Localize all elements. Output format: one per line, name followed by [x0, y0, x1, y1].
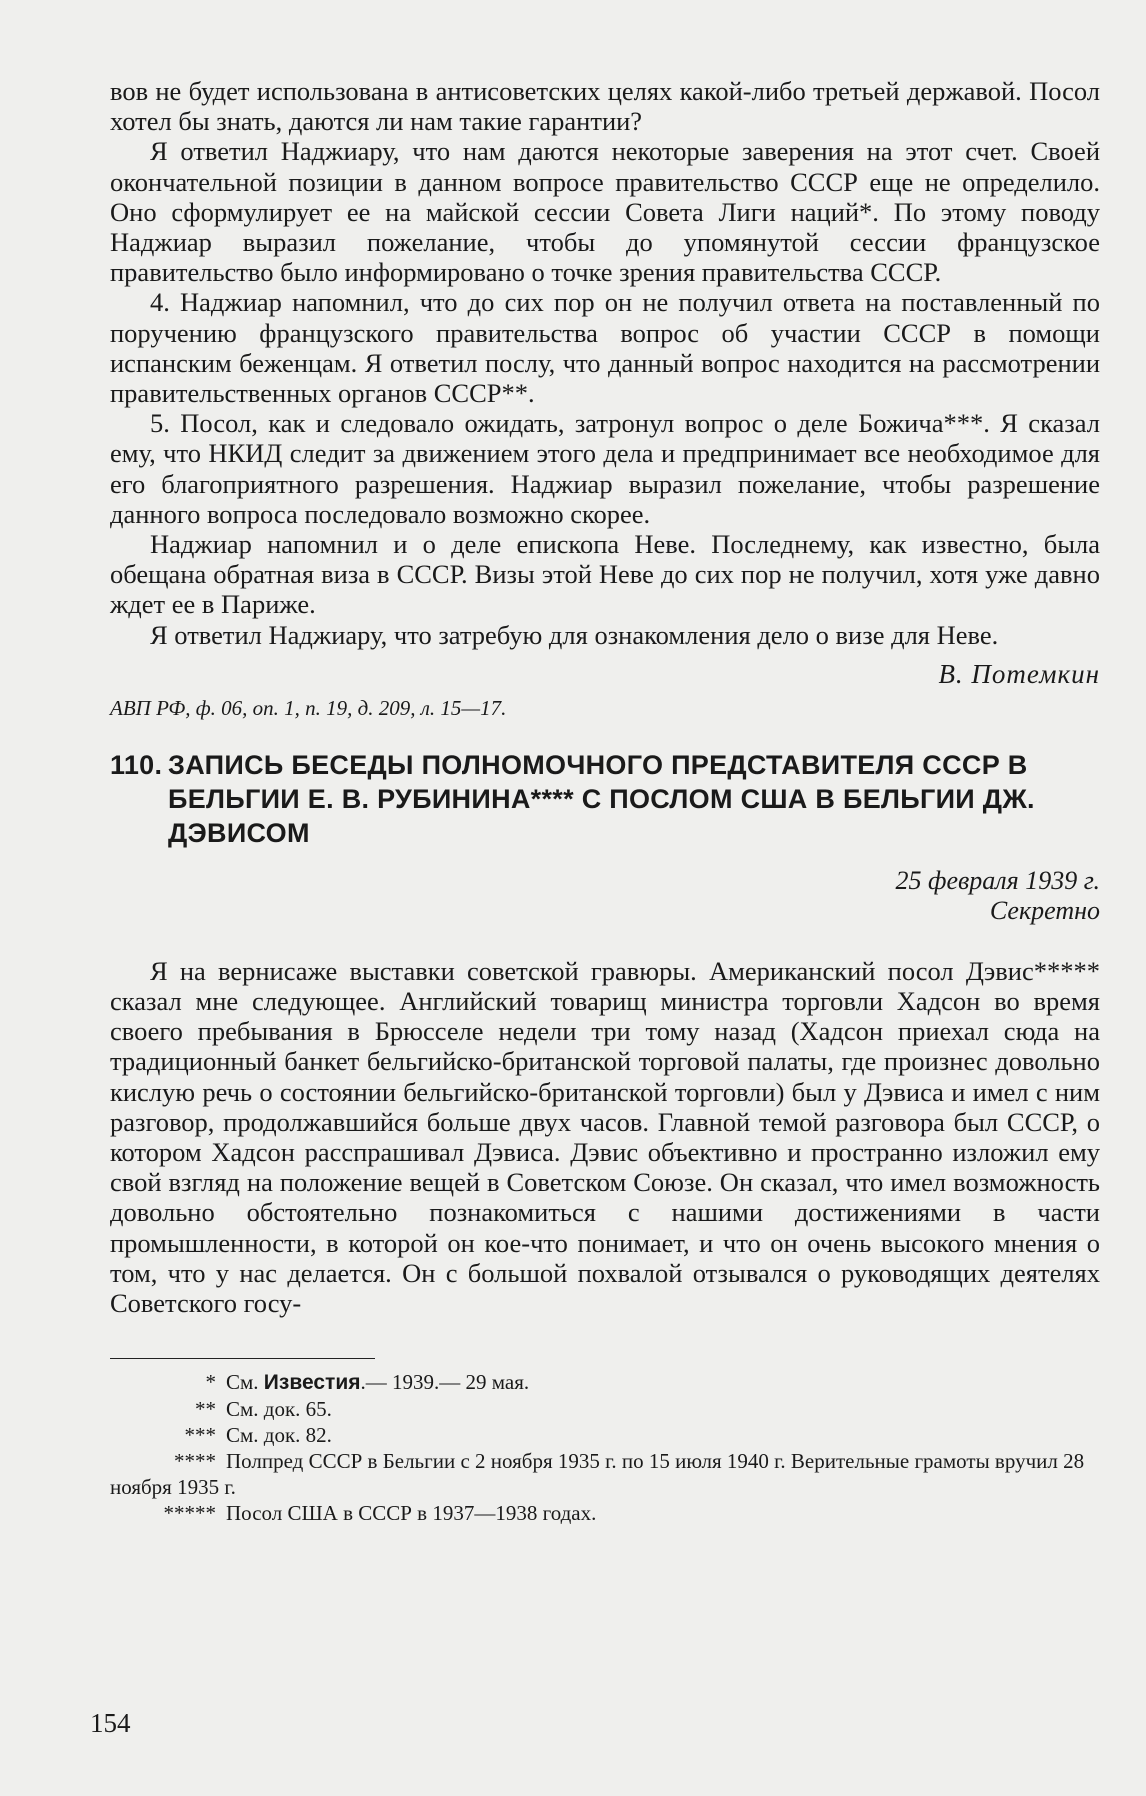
document-date: 25 февраля 1939 г.: [895, 865, 1100, 895]
paragraph-bishop-neve: Наджиар напомнил и о деле епископа Неве. Последнему, как известно, была обещана обратная виза в СССР. Визы этой Неве до сих пор не получил, хотя уже давно ждет ее в Париже.: [110, 529, 1100, 620]
footnote-text: См. док. 82.: [226, 1423, 332, 1448]
paragraph-main-text: Я на вернисаже выставки советской гравюры. Американский посол Дэвис***** сказал мне следующее. Английский товарищ министра торговли Хадсон во время своего пребывания в Брюсселе недели три тому назад (Хадсон приехал сюда на традиционный банкет бельгийско-британской торговой палаты, где произнес довольно кислую речь о состоянии бельгийско-британской торговли) был у Дэвиса и имел с ним разговор, продолжавшийся больше двух часов. Главной темой разговора был СССР, о котором Хадсон расспрашивал Дэвиса. Дэвис объективно и пространно изложил ему свой взгляд на положение вещей в Советском Союзе. Он сказал, что имел возможность довольно обстоятельно познакомиться с нашими достижениями в части промышленности, в которой он кое-что понимает, и что он очень высокого мнения о том, что у нас делается. Он с большой похвалой отзывался о руководящих деятелях Советского госу-: [110, 955, 1100, 1319]
footnote-text: Полпред СССР в Бельгии с 2 ноября 1935 г. по 15 июля 1940 г. Верительные грамоты вручил 28 ноября 1935 г.: [110, 1449, 1085, 1500]
document-number: 110.: [110, 749, 163, 780]
footnote-item: [110, 1448, 1100, 1500]
footnote-item: [110, 1396, 1100, 1422]
paragraph-continuation: вов не будет использована в антисоветских целях какой-либо третьей державой. Посол хотел бы знать, даются ли нам такие гарантии?: [110, 76, 1100, 137]
paragraph-visa-reply: Я ответил Наджиару, что затребую для ознакомления дело о визе для Неве.: [150, 619, 999, 650]
footnote-item: [110, 1500, 1100, 1526]
footnote-text: .— 1939.— 29 мая.: [360, 1370, 530, 1395]
signature: В. Потемкин: [938, 658, 1100, 689]
footnote-mark: **: [195, 1397, 216, 1422]
footnote-mark: ****: [174, 1449, 216, 1474]
paragraph-item-5: 5. Посол, как и следовало ожидать, затронул вопрос о деле Божича***. Я сказал ему, что НКИД следит за движением этого дела и предпринимает все необходимое для его благоприятного разрешения. Наджиар выразил пожелание, чтобы разрешение данного вопроса последовало возможно скорее.: [110, 408, 1100, 529]
paragraph-reply-guarantees: Я ответил Наджиару, что нам даются некоторые заверения на этот счет. Своей окончательной позиции в данном вопросе правительство СССР еще не определило. Оно сформулирует ее на майской сессии Совета Лиги наций*. По этому поводу Наджиар выразил пожелание, чтобы до упомянутой сессии французское правительство было информировано о точке зрения правительства СССР.: [110, 136, 1100, 288]
footnotes: [110, 1369, 1100, 1526]
archive-reference: АВП РФ, ф. 06, оп. 1, п. 19, д. 209, л. 15—17.: [110, 695, 507, 720]
footnote-divider: [110, 1358, 375, 1359]
document-heading: [110, 748, 1100, 850]
footnote-item: [110, 1369, 1100, 1396]
classification-label: Секретно: [989, 895, 1100, 925]
footnote-prefix: См.: [226, 1370, 259, 1395]
page-number: 154: [90, 1708, 131, 1738]
document-title: ЗАПИСЬ БЕСЕДЫ ПОЛНОМОЧНОГО ПРЕДСТАВИТЕЛЯ СССР В БЕЛЬГИИ Е. В. РУБИНИНА**** С ПОСЛОМ США В БЕЛЬГИИ ДЖ. ДЭВИСОМ: [168, 749, 1035, 848]
footnote-mark: ***: [184, 1423, 216, 1448]
footnote-text: См. док. 65.: [226, 1397, 332, 1422]
footnote-item: [110, 1422, 1100, 1448]
footnote-source: Известия: [263, 1371, 361, 1395]
footnote-text: Посол США в СССР в 1937—1938 годах.: [226, 1501, 597, 1526]
paragraph-item-4: 4. Наджиар напомнил, что до сих пор он не получил ответа на поставленный по поручению французского правительства вопрос об участии СССР в помощи испанским беженцам. Я ответил послу, что данный вопрос находится на рассмотрении правительственных органов СССР**.: [110, 287, 1100, 409]
footnote-mark: *: [205, 1370, 216, 1395]
footnote-mark: *****: [163, 1501, 216, 1526]
